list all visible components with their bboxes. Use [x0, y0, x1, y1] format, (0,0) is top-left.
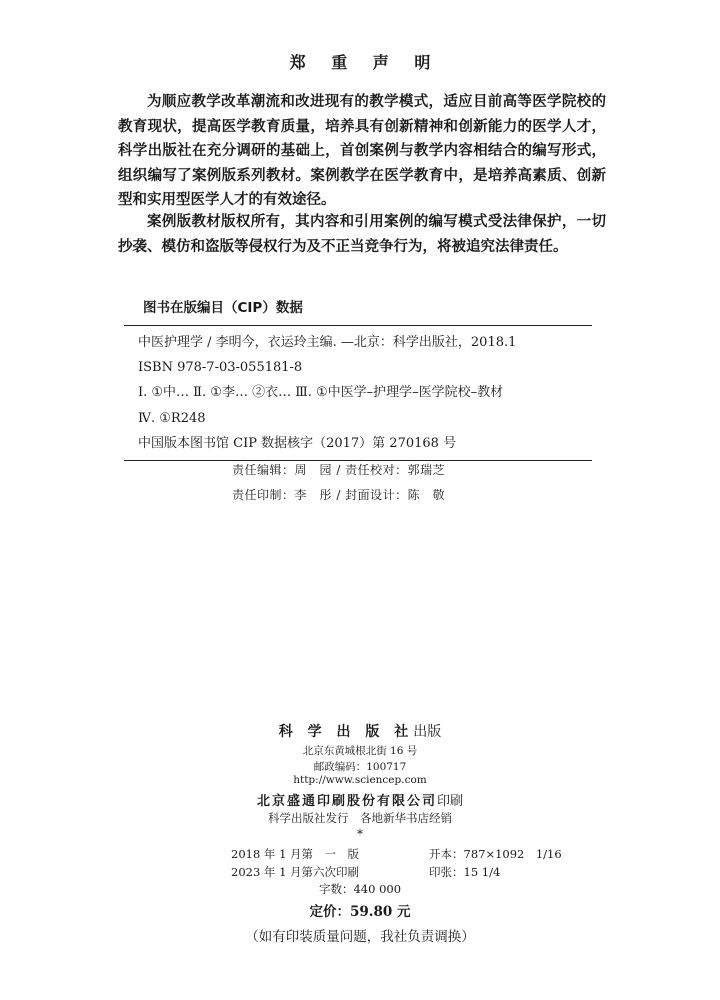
printer-name: 北京盛通印刷股份有限公司	[256, 794, 437, 809]
statement-paragraph-1: 为顺应教学改革潮流和改进现有的教学模式，适应目前高等医学院校的教育现状，提高医学教育质量，培养具有创新精神和创新能力的医学人才，科学出版社在充分调研的基础上，首创案例与教学内容相结合的编写形式，组织编写了案例版系列教材。案例教学在医学教育中，是培养高素质、创新型和实用型医学人才的有效途径。	[118, 94, 606, 208]
price: 定价：59.80 元	[309, 904, 411, 920]
quality-note: （如有印装质量问题，我社负责调换）	[245, 929, 475, 945]
credits-editor-proofreader: 责任编辑：周 园 / 责任校对：郭瑞芝	[232, 463, 446, 477]
printing-info: 2023 年 1 月第六次印刷	[231, 865, 360, 879]
distribution-line: 科学出版社发行 各地新华书店经销	[268, 811, 452, 825]
publisher-url: http://www.sciencep.com	[293, 774, 427, 786]
postal-code: 邮政编码：100717	[313, 761, 407, 773]
printer-suffix: 印刷	[437, 794, 464, 809]
publisher-name: 科 学 出 版 社	[278, 724, 414, 740]
sheets-info: 印张：15 1/4	[429, 865, 501, 879]
cip-line-classification: Ⅰ. ①中… Ⅱ. ①李… ②衣… Ⅲ. ①中医学–护理学–医学院校–教材	[138, 385, 504, 401]
publisher-line	[0, 721, 720, 741]
cip-heading: 图书在版编目（CIP）数据	[143, 300, 303, 316]
credits-printing-cover: 责任印制：李 彤 / 封面设计：陈 敬	[232, 488, 446, 502]
printing-row	[231, 864, 500, 880]
cip-line-title: 中医护理学 / 李明今，衣运玲主编. —北京：科学出版社，2018.1	[138, 335, 517, 350]
separator-star: *	[357, 827, 363, 841]
publisher-address: 北京东黄城根北街 16 号	[302, 745, 418, 757]
cip-data-block	[124, 325, 592, 461]
word-count: 字数：440 000	[318, 882, 402, 896]
cip-line-isbn: ISBN 978-7-03-055181-8	[138, 360, 303, 376]
edition-info: 2018 年 1 月第 一 版	[231, 847, 360, 861]
publisher-suffix: 出版	[413, 724, 442, 740]
format-info: 开本：787×1092 1/16	[429, 847, 562, 861]
statement-paragraph-2: 案例版教材版权所有，其内容和引用案例的编写模式受法律保护，一切抄袭、模仿和盗版等侵权行为及不正当竞争行为，将被追究法律责任。	[118, 214, 606, 255]
cip-line-call-number: Ⅳ. ①R248	[138, 410, 206, 426]
cip-record-number: 中国版本图书馆 CIP 数据核字（2017）第 270168 号	[138, 435, 457, 451]
edition-row	[231, 846, 562, 862]
printer-line	[0, 790, 720, 809]
page-title: 郑 重 声 明	[289, 53, 441, 72]
